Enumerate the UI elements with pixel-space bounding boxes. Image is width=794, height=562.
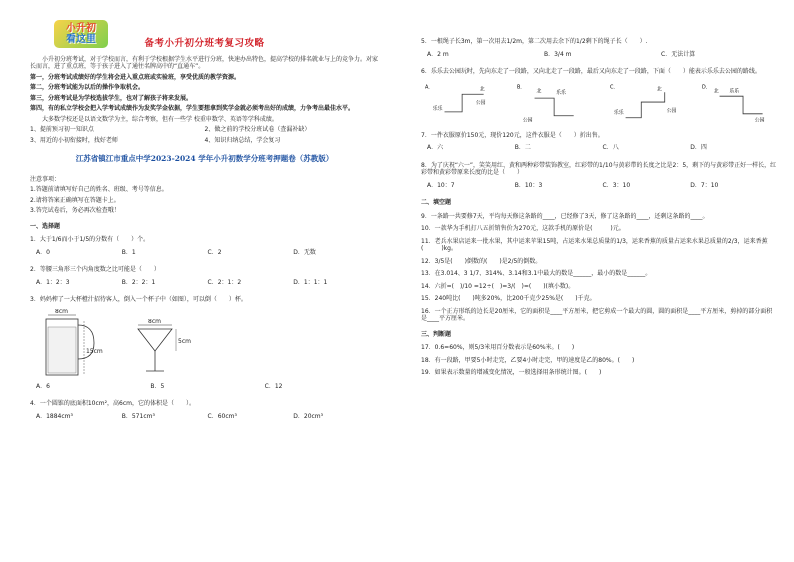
route-map-c [608, 82, 686, 128]
option: A．0 [36, 248, 50, 256]
option: B．二 [514, 144, 531, 151]
question-8-options [427, 182, 778, 190]
section-fill-title: 二、填空题 [421, 199, 452, 206]
question-4-options [36, 413, 379, 421]
option: A．六 [427, 144, 444, 151]
question-5-options [427, 51, 778, 59]
question-16: 16．一个正方形纸的边长是20厘米，它的面积是____平方厘米，把它剪成一个最大的圆，圆的面积是____平方厘米，剪掉的部分面积是____平方厘米。 [421, 307, 773, 322]
svg-text:D．: D． [701, 83, 711, 90]
logo-line-1: 小升初 [66, 23, 96, 34]
question-11: 11．老兵水果店运来一批水果，其中运来苹果15吨，占运来水果总质量的1/3，运来香蕉的质量占运来水果总质量的2/3，运来香蕉( )kg。 [421, 237, 768, 252]
cup-figure [132, 319, 192, 379]
question-7-options [427, 144, 778, 152]
route-map-a [423, 82, 501, 128]
notice-title: 注意事项： [30, 175, 61, 183]
question-15: 15．240吨比( )吨多20%，比200千克少25%是( )千克。 [421, 295, 596, 302]
option: B．571cm³ [121, 412, 155, 420]
question-10: 10．一款华为手机打八五折销售价为270元，这款手机的原价是( )元。 [421, 225, 625, 232]
option: D．20cm³ [293, 412, 324, 420]
option: A．6 [36, 382, 50, 390]
notice-3: 3.答完试卷后，务必再次检查哦！ [30, 207, 120, 215]
option: C．八 [602, 144, 619, 151]
question-3: 3．妈妈榨了一大杯橙汁招待客人，倒入一个杯子中（如图），可以倒（ ）杯。 [30, 296, 247, 304]
route-map-b [515, 82, 593, 128]
lead-paragraph: 大多数学校还是以语文数学为主，综合考察，但有一些学 校重申数学、英语等学科成绩。 [42, 115, 278, 123]
point-3: 第三，分班考试是为学校选拔学生，也对了解孩子将来发展。 [30, 94, 193, 102]
point-2: 第二，分班考试能为以后的操作争取机会。 [30, 84, 145, 92]
section-choice-title: 一、选择题 [30, 222, 61, 230]
question-3-figures [38, 309, 379, 379]
svg-text:公园: 公园 [666, 107, 676, 114]
question-8: 8．为了庆祝“六一”，笑笑用红、黄和两种彩带装饰教室，红彩带的1/10与黄彩带的长度之比是2：5，剩下的与黄彩带正好一样长，红彩带和黄彩带原来长度的比是（ ） [421, 161, 777, 176]
intro-paragraph: 小升初分班考试，对于学校而言，有利于学校根据学生水平进行分班，快速办出特色，提高学校的排名就业与上的竞争力。对家长而言，进了重点班，等于孩子进入了通往名牌高中的“直通车”。 [30, 55, 379, 71]
option: B．10：3 [514, 181, 543, 189]
option: C．12 [264, 382, 283, 390]
question-4: 4．一个圆锥的底面积10cm²，高6cm，它的体积是（ ）。 [30, 400, 195, 408]
jug-figure [38, 309, 110, 379]
question-1: 1．大于1/6而小于1/5的分数有（ ）个。 [30, 236, 150, 244]
option: D．无数 [293, 248, 316, 256]
cup-height-label: 5cm [178, 337, 191, 345]
svg-text:公园: 公园 [523, 117, 533, 124]
jug-width-label: 8cm [55, 308, 68, 315]
svg-text:北: 北 [536, 87, 542, 94]
question-5: 5．一根绳子长3m，第一次用去1/2m，第二次用去余下的1/2剩下的绳子长（ ）. [421, 38, 648, 45]
tips-row-1 [30, 126, 379, 134]
svg-text:乐乐: 乐乐 [729, 87, 739, 94]
question-12: 12．3/5是( )倒数的( )是2/5的倒数。 [421, 257, 542, 265]
option: A．1884cm³ [36, 412, 73, 420]
route-map-d [700, 82, 778, 128]
question-19: 19．如果表示数量的增减变化情况，一般选择用条形统计图。( ) [421, 369, 602, 376]
svg-text:乐乐: 乐乐 [556, 89, 567, 96]
svg-text:公园: 公园 [754, 117, 765, 124]
jug-height-label: 15cm [86, 347, 103, 355]
cup-width-label: 8cm [148, 318, 161, 325]
option: C．3：10 [602, 181, 631, 189]
option: C．2：1：2 [207, 278, 242, 286]
option: B．5 [150, 382, 165, 390]
notice-1: 1.答题前请填写好自己的姓名、班级、考号等信息。 [30, 186, 168, 194]
svg-text:C．: C． [609, 83, 618, 90]
option: D．四 [690, 144, 707, 151]
question-2: 2．等腰三角形三个内角度数之比可能是（ ） [30, 266, 160, 274]
question-14: 14．六折=( )/10 =12÷( )=3/( )=( )(填小数)。 [421, 282, 575, 290]
svg-text:北: 北 [713, 87, 719, 94]
question-13: 13．在3.014、3 1/7、314%、3.14和3.1中最大的数是______，最小的数是______。 [421, 270, 652, 277]
question-1-options [36, 249, 379, 257]
svg-text:北: 北 [479, 85, 485, 92]
option: B．1 [121, 248, 136, 256]
section-judge-title: 三、判断题 [421, 330, 452, 338]
point-1: 第一，分班考试成绩好的学生将会进入重点班或实验班，享受优质的教学资源。 [30, 73, 241, 81]
svg-text:北: 北 [656, 85, 662, 92]
option: B．2：2：1 [121, 278, 156, 286]
svg-text:乐乐: 乐乐 [432, 105, 443, 112]
option: A．1：2：3 [36, 278, 70, 286]
tip-3: 3、用近的小初衔接时，找好老师 [30, 136, 118, 144]
option: D．7：10 [690, 181, 719, 189]
right-page [397, 0, 794, 562]
svg-text:A．: A． [424, 83, 434, 90]
question-2-options [36, 279, 379, 287]
svg-text:乐乐: 乐乐 [613, 109, 624, 116]
option: A．2 m [427, 50, 449, 58]
question-18: 18．有一段路，甲要5小时走完，乙要4小时走完，甲的速度是乙的80%。( ) [421, 356, 635, 364]
question-6: 6．乐乐去公园玩时，先向东走了一段路，又向北走了一段路，最后又向东走了一段路，下面（ ）能表示乐乐去公园的路线。 [421, 68, 761, 75]
option: C．60cm³ [207, 412, 237, 420]
question-6-route-maps [423, 82, 778, 128]
option: C．2 [207, 248, 222, 256]
question-17: 17．0.6=60%，则5/3米用百分数表示是60%米。( ) [421, 344, 575, 351]
logo-line-2: 看这里 [66, 34, 96, 45]
tip-4: 4、知识归纳总结，学会复习 [204, 136, 281, 144]
tip-1: 1、提前预习初一知识点 [30, 126, 94, 134]
option: A．10：7 [427, 181, 455, 189]
question-3-options [36, 383, 379, 391]
option: C．无法计算 [661, 50, 696, 58]
svg-text:B．: B． [517, 83, 526, 90]
exam-title: 江苏省镇江市重点中学2023-2024 学年小升初数学分班考押题卷（苏教版） [75, 154, 334, 164]
tips-row-2 [30, 137, 379, 145]
option: B．3/4 m [544, 50, 572, 58]
question-7: 7．一件衣服原价150元，现价120元，这件衣服是（ ）折出售。 [421, 131, 604, 139]
svg-text:公园: 公园 [475, 99, 486, 106]
notice-2: 2.请将答案正确填写在答题卡上。 [30, 196, 120, 204]
question-9: 9．一条路一共要修7天，平均每天修这条路的____，已经修了3天，修了这条路的____，还剩这条路的____。 [421, 212, 709, 220]
tip-2: 2、做之前的学校分班试卷（查漏补缺） [204, 126, 311, 134]
option: D．1：1：1 [293, 278, 328, 286]
point-4: 第四，有的私立学校会把入学考试成绩作为发奖学金依据，学生要想拿到奖学金就必须考出好的成绩，力争考出最佳水平。 [30, 105, 355, 113]
page-title: 备考小升初分班考复习攻略 [144, 38, 265, 49]
